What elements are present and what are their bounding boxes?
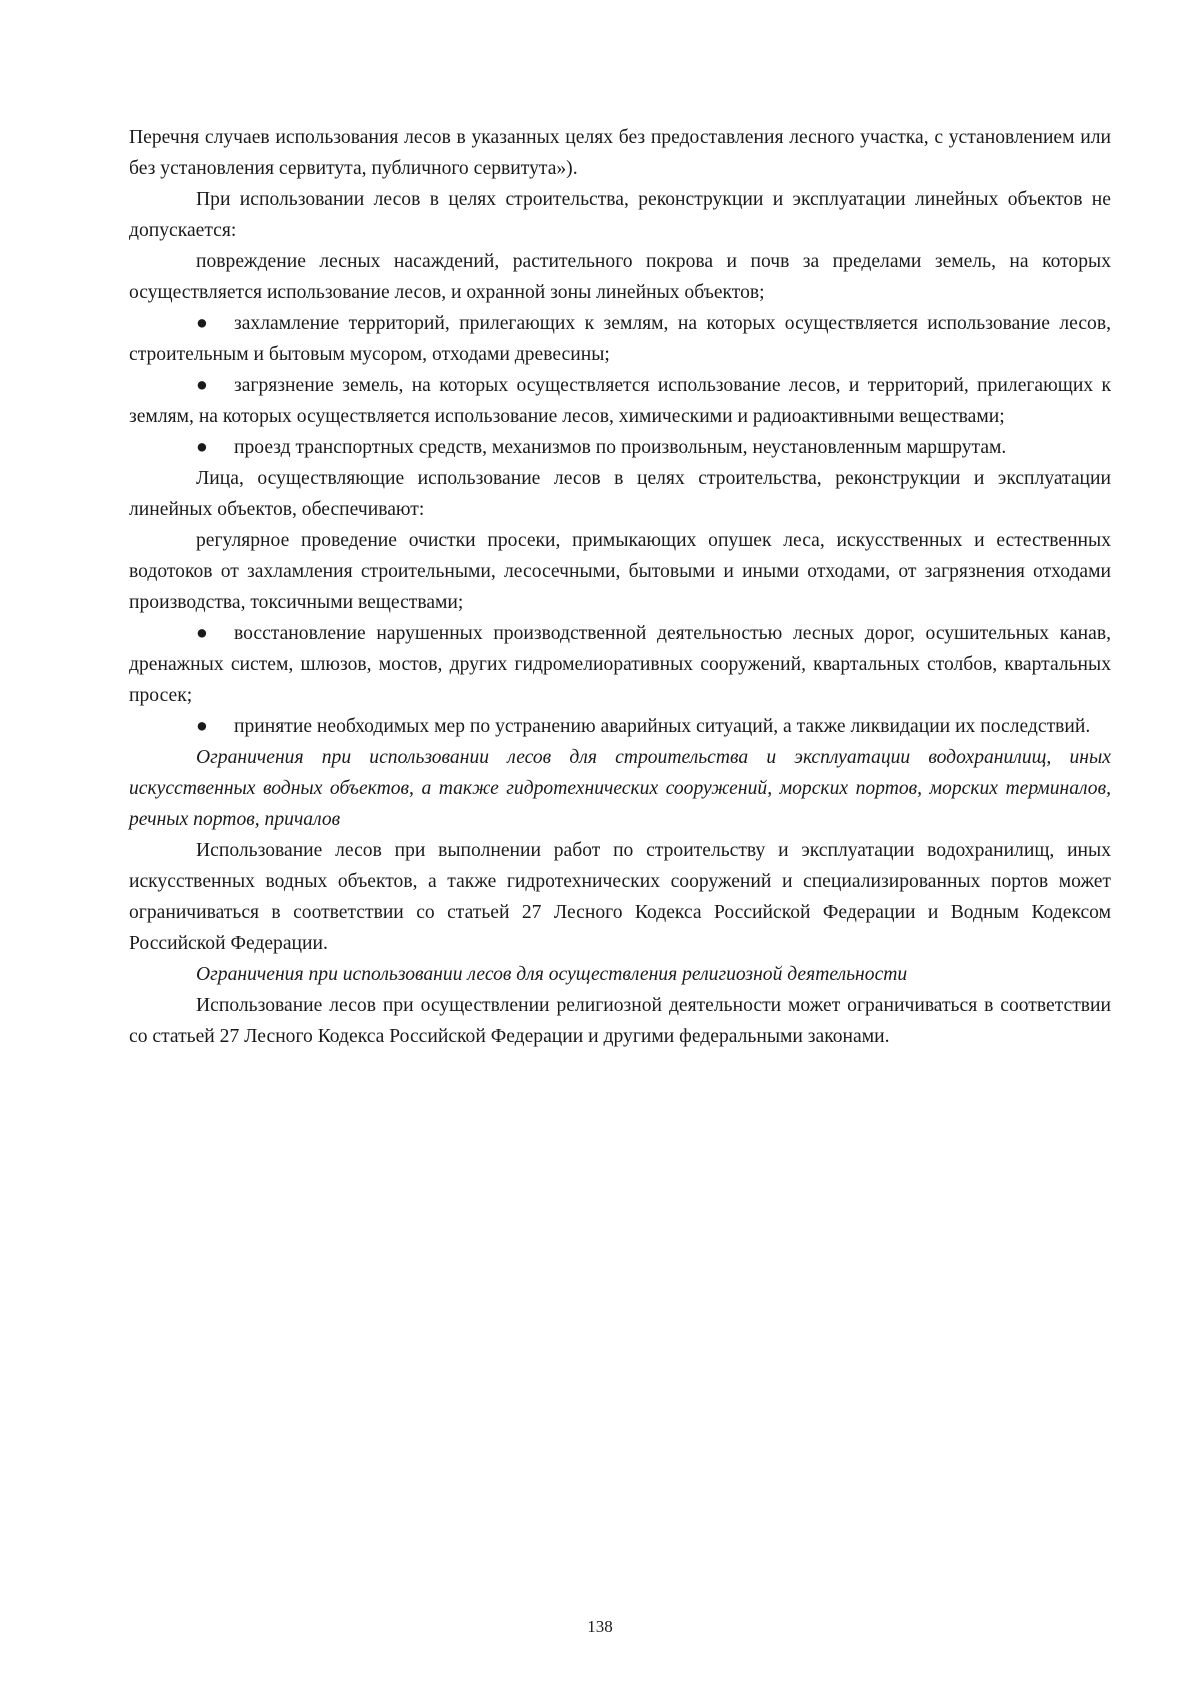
bullet-icon: ●	[196, 375, 208, 396]
paragraph: регулярное проведение очистки просеки, примыкающих опушек леса, искусственных и естественных водотоков от захламления строительными, лесосечными, бытовыми и иными отходами, от загрязнения отходами производства, токсичными веществами;	[129, 530, 1111, 613]
bullet-text: загрязнение земель, на которых осуществляется использование лесов, и территорий, прилегающих к землям, на которых осуществляется использование лесов, химическими и радиоактивными веществами;	[129, 375, 1111, 427]
bullet-icon: ●	[196, 313, 208, 334]
section-heading: Ограничения при использовании лесов для осуществления религиозной деятельности	[196, 964, 908, 985]
bullet-text: восстановление нарушенных производственной деятельностью лесных дорог, осушительных канав, дренажных систем, шлюзов, мостов, других гидромелиоративных сооружений, квартальных столбов, квартальных просек;	[129, 623, 1111, 706]
paragraph: Лица, осуществляющие использование лесов в целях строительства, реконструкции и эксплуатации линейных объектов, обеспечивают:	[129, 468, 1111, 520]
bullet-item	[129, 618, 1111, 711]
bullet-item	[129, 432, 1111, 463]
bullet-icon: ●	[196, 623, 208, 644]
page-number: 138	[587, 1617, 613, 1636]
bullet-item	[129, 308, 1111, 370]
bullet-icon: ●	[196, 716, 208, 737]
bullet-text: захламление территорий, прилегающих к землям, на которых осуществляется использование лесов, строительным и бытовым мусором, отходами древесины;	[129, 313, 1111, 365]
paragraph: Использование лесов при осуществлении религиозной деятельности может ограничиваться в соответствии со статьей 27 Лесного Кодекса Российской Федерации и другими федеральными законами.	[129, 995, 1111, 1047]
paragraph: повреждение лесных насаждений, растительного покрова и почв за пределами земель, на которых осуществляется использование лесов, и охранной зоны линейных объектов;	[129, 251, 1111, 303]
bullet-text: проезд транспортных средств, механизмов по произвольным, неустановленным маршрутам.	[234, 437, 1007, 458]
section-heading: Ограничения при использовании лесов для строительства и эксплуатации водохранилищ, иных искусственных водных объектов, а также гидротехнических сооружений, морских портов, морских терминалов, речных портов, причалов	[129, 747, 1111, 830]
bullet-item	[129, 370, 1111, 432]
paragraph: Использование лесов при выполнении работ по строительству и эксплуатации водохранилищ, иных искусственных водных объектов, а также гидротехнических сооружений и специализированных портов может ограничиваться в соответствии со статьей 27 Лесного Кодекса Российской Федерации и Водным Кодексом Российской Федерации.	[129, 840, 1111, 954]
paragraph: Перечня случаев использования лесов в указанных целях без предоставления лесного участка, с установлением или без установления сервитута, публичного сервитута»).	[129, 127, 1111, 179]
document-body	[129, 122, 1111, 1052]
bullet-text: принятие необходимых мер по устранению аварийных ситуаций, а также ликвидации их последствий.	[234, 716, 1091, 737]
bullet-icon: ●	[196, 437, 208, 458]
paragraph: При использовании лесов в целях строительства, реконструкции и эксплуатации линейных объектов не допускается:	[129, 189, 1111, 241]
bullet-item	[129, 711, 1111, 742]
